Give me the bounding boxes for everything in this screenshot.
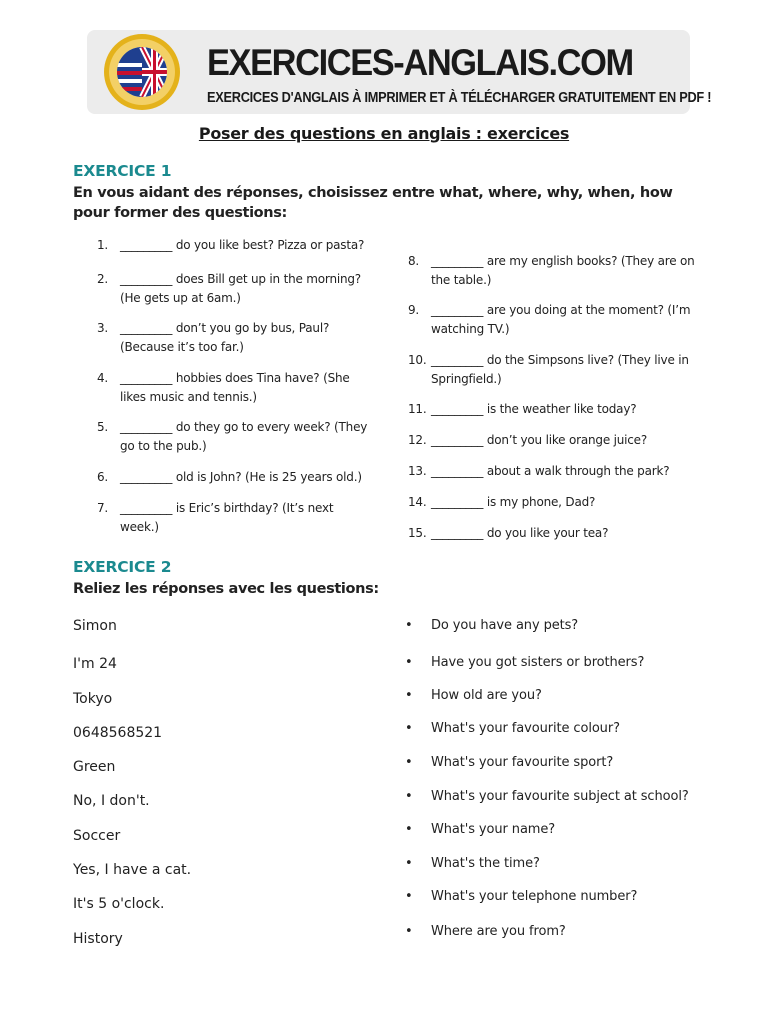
match-question-text: What's your favourite subject at school? — [431, 789, 689, 804]
site-title: EXERCICES-ANGLAIS.COM — [207, 42, 633, 83]
question-text: _________ don’t you go by bus, Paul? (Because it’s too far.) — [120, 321, 330, 354]
exercise1-heading: EXERCICE 1 — [73, 162, 172, 180]
match-question-text: Do you have any pets? — [431, 618, 579, 633]
match-question-text: What's the time? — [431, 856, 540, 871]
question-number: 8. — [408, 254, 420, 268]
bullet-icon: • — [405, 789, 413, 804]
question-text: _________ are my english books? (They are on the table.) — [431, 254, 695, 287]
question-number: 1. — [97, 238, 109, 252]
match-question-text: Have you got sisters or brothers? — [431, 655, 645, 670]
bullet-icon: • — [405, 721, 413, 736]
question-text: _________ about a walk through the park? — [431, 464, 670, 478]
match-question-text: How old are you? — [431, 688, 542, 703]
answer-item: 0648568521 — [73, 725, 163, 741]
question-text: _________ does Bill get up in the morning? (He gets up at 6am.) — [120, 272, 361, 305]
question-text: _________ hobbies does Tina have? (She likes music and tennis.) — [120, 371, 350, 404]
answer-item: History — [73, 931, 123, 947]
answer-item: Yes, I have a cat. — [73, 862, 192, 878]
question-number: 12. — [408, 433, 427, 447]
question-text: _________ is Eric’s birthday? (It’s next week.) — [120, 501, 334, 534]
question-text: _________ do the Simpsons live? (They live in Springfield.) — [431, 353, 689, 386]
site-subtitle: EXERCICES D'ANGLAIS À IMPRIMER ET À TÉLÉCHARGER GRATUITEMENT EN PDF ! — [207, 90, 712, 106]
match-question-text: What's your telephone number? — [431, 889, 638, 904]
bullet-icon: • — [405, 655, 413, 670]
answer-item: I'm 24 — [73, 656, 117, 672]
answer-item: Simon — [73, 618, 117, 634]
answer-item: Green — [73, 759, 116, 775]
question-text: _________ is the weather like today? — [431, 402, 637, 416]
exercise2-instructions: Reliez les réponses avec les questions: — [73, 581, 379, 597]
question-number: 10. — [408, 353, 427, 367]
question-text: _________ is my phone, Dad? — [431, 495, 596, 509]
question-number: 14. — [408, 495, 427, 509]
answer-item: No, I don't. — [73, 793, 150, 809]
question-number: 2. — [97, 272, 109, 286]
question-number: 5. — [97, 420, 109, 434]
match-question-text: Where are you from? — [431, 924, 566, 939]
bullet-icon: • — [405, 618, 413, 633]
question-text: _________ are you doing at the moment? (I’m watching TV.) — [431, 303, 691, 336]
bullet-icon: • — [405, 688, 413, 703]
bullet-icon: • — [405, 755, 413, 770]
site-banner — [87, 30, 712, 114]
site-logo-icon — [103, 33, 181, 111]
bullet-icon: • — [405, 889, 413, 904]
question-text: _________ old is John? (He is 25 years old.) — [120, 470, 362, 484]
bullet-icon: • — [405, 924, 413, 939]
question-number: 4. — [97, 371, 109, 385]
exercise1-instructions: En vous aidant des réponses, choisissez entre what, where, why, when, how pour former des questions: — [73, 185, 673, 221]
bullet-icon: • — [405, 822, 413, 837]
match-question-text: What's your name? — [431, 822, 556, 837]
answer-item: Soccer — [73, 828, 121, 844]
document-title: Poser des questions en anglais : exercices — [198, 124, 570, 143]
question-text: _________ do they go to every week? (They go to the pub.) — [120, 420, 368, 453]
question-text: _________ don’t you like orange juice? — [431, 433, 648, 447]
question-number: 13. — [408, 464, 427, 478]
question-number: 3. — [97, 321, 109, 335]
answer-item: It's 5 o'clock. — [73, 896, 165, 912]
question-text: _________ do you like best? Pizza or pasta? — [120, 238, 365, 252]
question-number: 7. — [97, 501, 109, 515]
match-question-text: What's your favourite sport? — [431, 755, 614, 770]
question-text: _________ do you like your tea? — [431, 526, 609, 540]
question-number: 11. — [408, 402, 427, 416]
question-number: 9. — [408, 303, 420, 317]
question-number: 6. — [97, 470, 109, 484]
match-question-text: What's your favourite colour? — [431, 721, 620, 736]
answer-item: Tokyo — [73, 691, 113, 707]
question-number: 15. — [408, 526, 427, 540]
exercise2-heading: EXERCICE 2 — [73, 558, 172, 576]
bullet-icon: • — [405, 856, 413, 871]
